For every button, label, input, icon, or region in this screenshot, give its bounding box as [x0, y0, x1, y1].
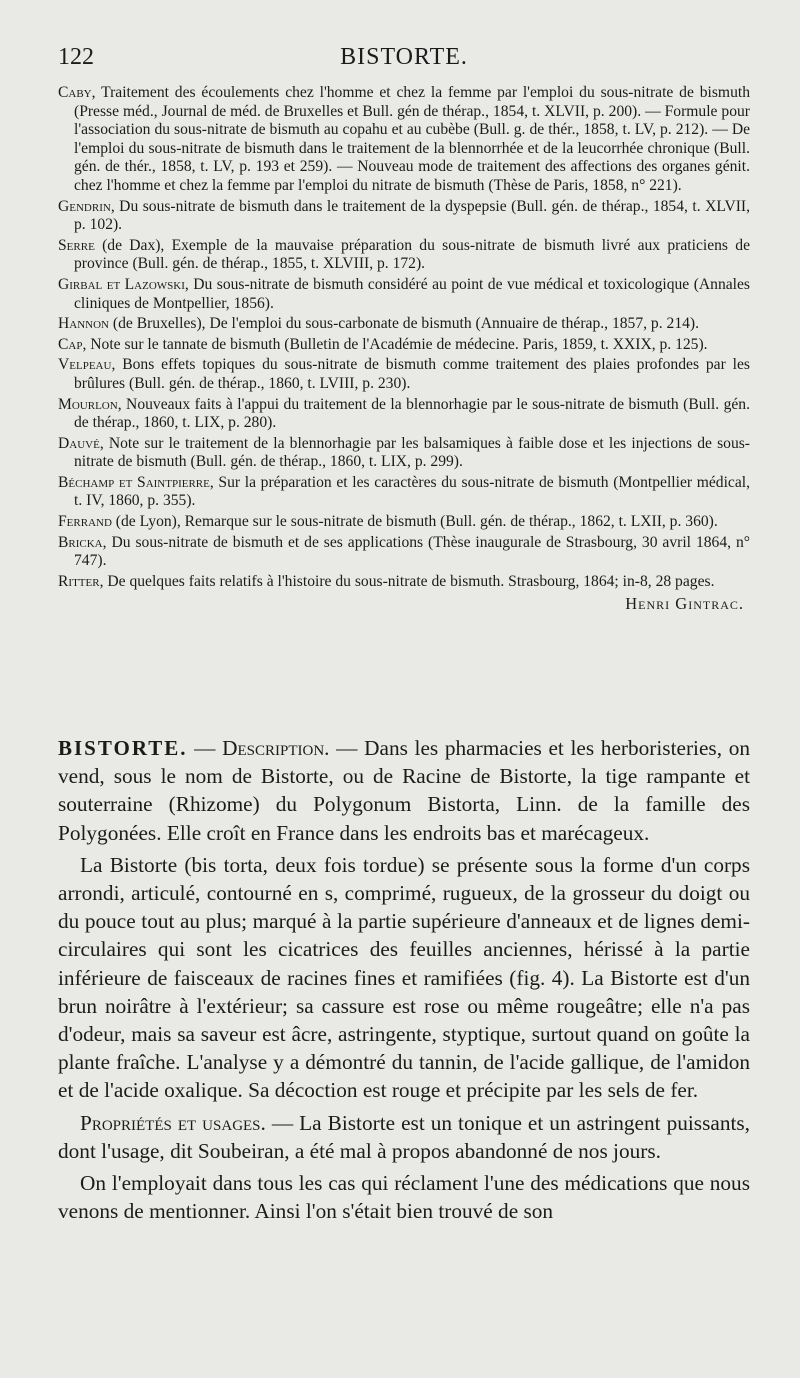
paragraph-text: Dans les pharmacies et les herboristeries, on vend, sous le nom de Bistorte, ou de Racine de Bistorte, la tige rampante et souterraine (Rhizome) du Polygonum Bistorta, Linn. de la famille des Polygonées. Elle croît en France dans les endroits bas et marécageux. [58, 736, 750, 845]
bibliography [58, 84, 750, 614]
entry-text: (de Dax), Exemple de la mauvaise préparation du sous-nitrate de bismuth livré aux praticiens de province (Bull. gén. de thérap., 1855, t. XLVIII, p. 172). [74, 236, 750, 273]
entry-author: Béchamp et Saintpierre [58, 473, 210, 491]
running-title: BISTORTE. [340, 44, 468, 70]
paragraph-text: On l'employait dans tous les cas qui réclament l'une des médications que nous venons de mentionner. Ainsi l'on s'était bien trouvé de son [58, 1171, 750, 1224]
entry-text: , Du sous-nitrate de bismuth considéré au point de vue médical et toxicologique (Annales cliniques de Montpellier, 1856). [74, 275, 750, 312]
entry-author: Cap [58, 335, 83, 353]
bibliography-entry [58, 356, 750, 393]
bibliography-entry [58, 474, 750, 511]
page-header [58, 44, 750, 74]
entry-author: Dauvé [58, 434, 100, 452]
entry-text: , Nouveaux faits à l'appui du traitement de la blennorhagie par le sous-nitrate de bismuth (Bull. gén. de thérap., 1860, t. LIX, p. 280). [74, 395, 750, 432]
bibliography-entry [58, 573, 750, 592]
bibliography-entry [58, 396, 750, 433]
entry-text: , Sur la préparation et les caractères du sous-nitrate de bismuth (Montpellier médical, t. IV, 1860, p. 355). [74, 473, 750, 510]
article-paragraph: Propriétés et usages. — La Bistorte est un tonique et un astringent puissants, dont l'usage, dit Soubeiran, a été mal à propos abandonné de nos jours. [58, 1110, 750, 1163]
entry-author: Caby [58, 84, 92, 101]
entry-author: Ritter [58, 572, 100, 590]
bibliography-entry [58, 276, 750, 313]
paragraph-text: La Bistorte (bis torta, deux fois tordue) se présente sous la forme d'un corps arrondi, articulé, contourné en s, comprimé, rugueux, de la grosseur du doigt ou du pouce tout au plus; marqué à la partie supérieure d'anneaux et de lignes demi-circulaires qui sont les cicatrices des feuilles anciennes, hérissé à la partie inférieure de faisceaux de racines fines et ramifiées (fig. 4). La Bistorte est d'un brun noirâtre à l'extérieur; sa cassure est rose ou même rougeâtre; elle n'a pas d'odeur, mais sa saveur est âcre, astringente, styptique, surtout quand on goûte la plante fraîche. L'analyse y a démontré du tannin, de l'acide gallique, de l'amidon et de l'acide oxalique. Sa décoction est rouge et précipite par les sels de fer. [58, 852, 750, 1103]
entry-text: , De quelques faits relatifs à l'histoire du sous-nitrate de bismuth. Strasbourg, 1864; in-8, 28 pages. [99, 572, 715, 590]
paragraph-text: La Bistorte est un tonique et un astringent puissants, dont l'usage, dit Soubeiran, a été mal à propos abandonné de nos jours. [58, 1110, 750, 1163]
article-paragraph: BISTORTE. — Description. — Dans les pharmacies et les herboristeries, on vend, sous le nom de Bistorte, ou de Racine de Bistorte, la tige rampante et souterraine (Rhizome) du Polygonum Bistorta, Linn. de la famille des Polygonées. Elle croît en France dans les endroits bas et marécageux. [58, 736, 750, 845]
author-signature: Henri Gintrac. [625, 594, 744, 614]
entry-text: (de Lyon), Remarque sur le sous-nitrate de bismuth (Bull. gén. de thérap., 1862, t. LXII, p. 360). [111, 513, 718, 531]
entry-text: , Du sous-nitrate de bismuth dans le traitement de la dyspepsie (Bull. gén. de thérap., 1854, t. XLVII, p. 102). [74, 197, 750, 234]
entry-author: Velpeau [58, 356, 112, 374]
entry-author: Gendrin [58, 197, 111, 215]
entry-author: Girbal et Lazowski [58, 275, 185, 293]
article-paragraph [58, 1169, 750, 1225]
entry-author: Hannon [58, 315, 109, 333]
entry-text: , Du sous-nitrate de bismuth et de ses applications (Thèse inaugurale de Strasbourg, 30 avril 1864, n° 747). [74, 533, 750, 570]
entry-author: Bricka [58, 533, 103, 551]
article-headword: BISTORTE. [58, 736, 188, 760]
entry-text: , Note sur le tannate de bismuth (Bulletin de l'Académie de médecine. Paris, 1859, t. XXIX, p. 125). [82, 335, 708, 353]
entry-author: Serre [58, 236, 95, 254]
entry-text: , Traitement des écoulements chez l'homme et chez la femme par l'emploi du sous-nitrate de bismuth (Presse méd., Journal de méd. de Bruxelles et Bull. gén de thérap., 1854, t. XLVII, p. 200). — Formule pour l'association du sous-nitrate de bismuth au copahu et au cubèbe (Bull. g. de thér., 1858, t. LV, p. 212). — De l'emploi du sous-nitrate de bismuth dans le traitement de la blennorrhée et de la leucorrhée chronique (Bull. gén. de thér., 1858, t. LV, p. 193 et 259). — Nouveau mode de traitement des affections des organes génit. chez l'homme et chez la femme par l'emploi du nitrate de bismuth (Thèse de Paris, 1858, n° 221). [74, 84, 750, 194]
entry-author: Mourlon [58, 395, 118, 413]
page-number: 122 [58, 44, 94, 70]
bibliography-entry [58, 336, 750, 355]
bibliography-entry [58, 237, 750, 274]
article-paragraph [58, 851, 750, 1105]
bibliography-entry [58, 315, 750, 334]
bibliography-entry [58, 534, 750, 571]
bibliography-entry [58, 84, 750, 196]
entry-text: , Bons effets topiques du sous-nitrate de bismuth comme traitement des plaies profondes par les brûlures (Bull. gén. de thérap., 1860, t. LVIII, p. 230). [74, 356, 750, 392]
bibliography-entry [58, 513, 750, 532]
entry-text: (de Bruxelles), De l'emploi du sous-carbonate de bismuth (Annuaire de thérap., 1857, p. 214). [108, 315, 700, 333]
entry-text: , Note sur le traitement de la blennorhagie par les balsamiques à faible dose et les injections de sous-nitrate de bismuth (Bull. gén. de thérap., 1860, t. LIX, p. 299). [74, 434, 750, 471]
bibliography-entry [58, 198, 750, 235]
section-label: Propriétés et usages. [80, 1110, 266, 1135]
bibliography-entry [58, 435, 750, 472]
article-bistorte [58, 734, 750, 1229]
section-label: Description. [222, 736, 330, 760]
entry-author: Ferrand [58, 513, 112, 531]
